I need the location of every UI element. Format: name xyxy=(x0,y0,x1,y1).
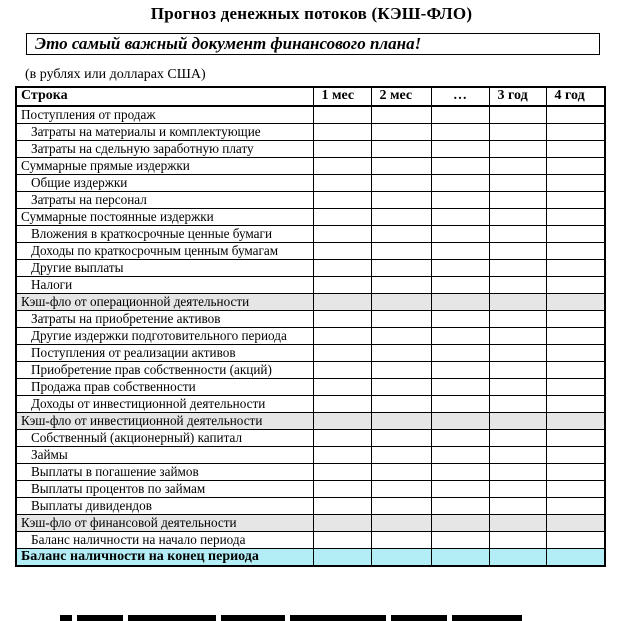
value-cell[interactable] xyxy=(546,141,605,158)
table-row xyxy=(16,532,605,549)
table-row xyxy=(16,141,605,158)
value-cell[interactable] xyxy=(546,328,605,345)
value-cell[interactable] xyxy=(371,106,431,124)
value-cell[interactable] xyxy=(313,192,371,209)
value-cell[interactable] xyxy=(431,396,489,413)
row-label: Поступления от реализации активов xyxy=(16,345,313,362)
table-row xyxy=(16,515,605,532)
value-cell[interactable] xyxy=(431,447,489,464)
value-cell[interactable] xyxy=(489,192,546,209)
units-note: (в рублях или долларах США) xyxy=(25,67,206,82)
value-cell[interactable] xyxy=(371,396,431,413)
row-label: Баланс наличности на конец периода xyxy=(16,549,313,567)
value-cell[interactable] xyxy=(489,362,546,379)
value-cell[interactable] xyxy=(313,481,371,498)
row-label: Собственный (акционерный) капитал xyxy=(16,430,313,447)
row-label: Баланс наличности на начало периода xyxy=(16,532,313,549)
value-cell[interactable] xyxy=(313,294,371,311)
row-label: Налоги xyxy=(16,277,313,294)
value-cell[interactable] xyxy=(371,243,431,260)
value-cell[interactable] xyxy=(371,345,431,362)
row-label: Затраты на персонал xyxy=(16,192,313,209)
value-cell[interactable] xyxy=(371,209,431,226)
value-cell[interactable] xyxy=(546,124,605,141)
value-cell[interactable] xyxy=(489,379,546,396)
value-cell[interactable] xyxy=(371,226,431,243)
value-cell[interactable] xyxy=(371,447,431,464)
highlight-banner: Это самый важный документ финансового плана! xyxy=(26,33,600,55)
value-cell[interactable] xyxy=(371,498,431,515)
value-cell[interactable] xyxy=(313,209,371,226)
value-cell[interactable] xyxy=(313,532,371,549)
value-cell[interactable] xyxy=(546,464,605,481)
table-row xyxy=(16,209,605,226)
value-cell[interactable] xyxy=(489,209,546,226)
value-cell[interactable] xyxy=(489,277,546,294)
value-cell[interactable] xyxy=(431,226,489,243)
cash-flow-table xyxy=(15,86,606,567)
value-cell[interactable] xyxy=(546,532,605,549)
value-cell[interactable] xyxy=(546,481,605,498)
row-label: Кэш-фло от финансовой деятельности xyxy=(16,515,313,532)
table-row xyxy=(16,277,605,294)
value-cell[interactable] xyxy=(371,515,431,532)
value-cell[interactable] xyxy=(313,549,371,567)
value-cell[interactable] xyxy=(313,260,371,277)
column-header: 4 год xyxy=(546,87,605,106)
value-cell[interactable] xyxy=(431,498,489,515)
table-row xyxy=(16,124,605,141)
table-row xyxy=(16,345,605,362)
value-cell[interactable] xyxy=(371,175,431,192)
value-cell[interactable] xyxy=(546,430,605,447)
row-label: Выплаты дивидендов xyxy=(16,498,313,515)
value-cell[interactable] xyxy=(546,106,605,124)
value-cell[interactable] xyxy=(546,549,605,567)
table-row xyxy=(16,226,605,243)
value-cell[interactable] xyxy=(371,464,431,481)
value-cell[interactable] xyxy=(371,260,431,277)
value-cell[interactable] xyxy=(489,549,546,567)
value-cell[interactable] xyxy=(489,498,546,515)
row-label: Суммарные постоянные издержки xyxy=(16,209,313,226)
value-cell[interactable] xyxy=(431,515,489,532)
value-cell[interactable] xyxy=(431,124,489,141)
table-row xyxy=(16,379,605,396)
value-cell[interactable] xyxy=(489,396,546,413)
value-cell[interactable] xyxy=(489,124,546,141)
table-row xyxy=(16,192,605,209)
table-row xyxy=(16,106,605,124)
row-label: Выплаты процентов по займам xyxy=(16,481,313,498)
value-cell[interactable] xyxy=(431,175,489,192)
row-label: Доходы по краткосрочным ценным бумагам xyxy=(16,243,313,260)
value-cell[interactable] xyxy=(313,430,371,447)
row-label: Кэш-фло от операционной деятельности xyxy=(16,294,313,311)
value-cell[interactable] xyxy=(313,345,371,362)
table-row xyxy=(16,362,605,379)
value-cell[interactable] xyxy=(489,226,546,243)
value-cell[interactable] xyxy=(489,430,546,447)
value-cell[interactable] xyxy=(313,243,371,260)
value-cell[interactable] xyxy=(546,277,605,294)
value-cell[interactable] xyxy=(371,141,431,158)
value-cell[interactable] xyxy=(371,328,431,345)
table-row xyxy=(16,464,605,481)
value-cell[interactable] xyxy=(431,260,489,277)
value-cell[interactable] xyxy=(489,447,546,464)
value-cell[interactable] xyxy=(431,464,489,481)
row-label: Общие издержки xyxy=(16,175,313,192)
row-label: Затраты на материалы и комплектующие xyxy=(16,124,313,141)
table-row xyxy=(16,549,605,567)
value-cell[interactable] xyxy=(431,106,489,124)
value-cell[interactable] xyxy=(489,106,546,124)
value-cell[interactable] xyxy=(313,498,371,515)
row-label: Суммарные прямые издержки xyxy=(16,158,313,175)
value-cell[interactable] xyxy=(313,464,371,481)
row-label: Затраты на приобретение активов xyxy=(16,311,313,328)
value-cell[interactable] xyxy=(546,345,605,362)
document-title: Прогноз денежных потоков (КЭШ-ФЛО) xyxy=(150,4,473,23)
value-cell[interactable] xyxy=(431,141,489,158)
value-cell[interactable] xyxy=(371,124,431,141)
row-label: Вложения в краткосрочные ценные бумаги xyxy=(16,226,313,243)
value-cell[interactable] xyxy=(313,311,371,328)
value-cell[interactable] xyxy=(489,260,546,277)
value-cell[interactable] xyxy=(313,515,371,532)
value-cell[interactable] xyxy=(313,175,371,192)
value-cell[interactable] xyxy=(313,106,371,124)
table-row xyxy=(16,294,605,311)
table-row xyxy=(16,328,605,345)
value-cell[interactable] xyxy=(371,532,431,549)
value-cell[interactable] xyxy=(371,158,431,175)
column-header: … xyxy=(431,87,489,106)
value-cell[interactable] xyxy=(313,328,371,345)
value-cell[interactable] xyxy=(431,243,489,260)
value-cell[interactable] xyxy=(546,175,605,192)
row-label: Приобретение прав собственности (акций) xyxy=(16,362,313,379)
value-cell[interactable] xyxy=(546,311,605,328)
value-cell[interactable] xyxy=(546,260,605,277)
value-cell[interactable] xyxy=(371,277,431,294)
value-cell[interactable] xyxy=(489,464,546,481)
table-row xyxy=(16,175,605,192)
value-cell[interactable] xyxy=(371,294,431,311)
value-cell[interactable] xyxy=(546,226,605,243)
value-cell[interactable] xyxy=(371,549,431,567)
value-cell[interactable] xyxy=(546,362,605,379)
value-cell[interactable] xyxy=(313,158,371,175)
value-cell[interactable] xyxy=(431,413,489,430)
value-cell[interactable] xyxy=(313,362,371,379)
value-cell[interactable] xyxy=(371,311,431,328)
value-cell[interactable] xyxy=(313,277,371,294)
value-cell[interactable] xyxy=(371,379,431,396)
value-cell[interactable] xyxy=(313,396,371,413)
value-cell[interactable] xyxy=(489,481,546,498)
value-cell[interactable] xyxy=(489,328,546,345)
value-cell[interactable] xyxy=(431,345,489,362)
value-cell[interactable] xyxy=(371,430,431,447)
value-cell[interactable] xyxy=(546,515,605,532)
value-cell[interactable] xyxy=(431,277,489,294)
table-row xyxy=(16,396,605,413)
table-row xyxy=(16,413,605,430)
value-cell[interactable] xyxy=(431,481,489,498)
table-row xyxy=(16,260,605,277)
value-cell[interactable] xyxy=(489,532,546,549)
value-cell[interactable] xyxy=(546,447,605,464)
value-cell[interactable] xyxy=(546,192,605,209)
value-cell[interactable] xyxy=(431,328,489,345)
next-paragraph-fragment xyxy=(60,615,600,621)
value-cell[interactable] xyxy=(431,209,489,226)
value-cell[interactable] xyxy=(431,158,489,175)
value-cell[interactable] xyxy=(546,379,605,396)
value-cell[interactable] xyxy=(371,192,431,209)
row-label: Другие издержки подготовительного периода xyxy=(16,328,313,345)
value-cell[interactable] xyxy=(489,175,546,192)
value-cell[interactable] xyxy=(489,158,546,175)
table-row xyxy=(16,447,605,464)
row-label: Другие выплаты xyxy=(16,260,313,277)
table-row xyxy=(16,158,605,175)
value-cell[interactable] xyxy=(313,379,371,396)
table-row xyxy=(16,311,605,328)
table-row xyxy=(16,430,605,447)
value-cell[interactable] xyxy=(489,141,546,158)
value-cell[interactable] xyxy=(431,379,489,396)
value-cell[interactable] xyxy=(431,192,489,209)
value-cell[interactable] xyxy=(431,311,489,328)
table-row xyxy=(16,498,605,515)
column-header: 1 мес xyxy=(313,87,371,106)
value-cell[interactable] xyxy=(313,124,371,141)
value-cell[interactable] xyxy=(546,209,605,226)
value-cell[interactable] xyxy=(431,362,489,379)
value-cell[interactable] xyxy=(431,294,489,311)
row-label: Доходы от инвестиционной деятельности xyxy=(16,396,313,413)
row-label: Кэш-фло от инвестиционной деятельности xyxy=(16,413,313,430)
value-cell[interactable] xyxy=(313,141,371,158)
value-cell[interactable] xyxy=(313,413,371,430)
row-label: Поступления от продаж xyxy=(16,106,313,124)
table-header-row xyxy=(16,87,605,106)
column-header: 2 мес xyxy=(371,87,431,106)
value-cell[interactable] xyxy=(489,294,546,311)
value-cell[interactable] xyxy=(546,498,605,515)
value-cell[interactable] xyxy=(546,413,605,430)
value-cell[interactable] xyxy=(546,396,605,413)
row-label: Выплаты в погашение займов xyxy=(16,464,313,481)
table-row xyxy=(16,243,605,260)
row-label: Затраты на сдельную заработную плату xyxy=(16,141,313,158)
value-cell[interactable] xyxy=(546,158,605,175)
value-cell[interactable] xyxy=(371,362,431,379)
value-cell[interactable] xyxy=(313,226,371,243)
value-cell[interactable] xyxy=(546,243,605,260)
value-cell[interactable] xyxy=(546,294,605,311)
value-cell[interactable] xyxy=(489,345,546,362)
value-cell[interactable] xyxy=(371,481,431,498)
value-cell[interactable] xyxy=(431,532,489,549)
column-header: Строка xyxy=(16,87,313,106)
table-row xyxy=(16,481,605,498)
value-cell[interactable] xyxy=(489,243,546,260)
value-cell[interactable] xyxy=(371,413,431,430)
value-cell[interactable] xyxy=(431,549,489,567)
column-header: 3 год xyxy=(489,87,546,106)
value-cell[interactable] xyxy=(431,430,489,447)
row-label: Займы xyxy=(16,447,313,464)
value-cell[interactable] xyxy=(489,413,546,430)
row-label: Продажа прав собственности xyxy=(16,379,313,396)
value-cell[interactable] xyxy=(313,447,371,464)
value-cell[interactable] xyxy=(489,515,546,532)
value-cell[interactable] xyxy=(489,311,546,328)
